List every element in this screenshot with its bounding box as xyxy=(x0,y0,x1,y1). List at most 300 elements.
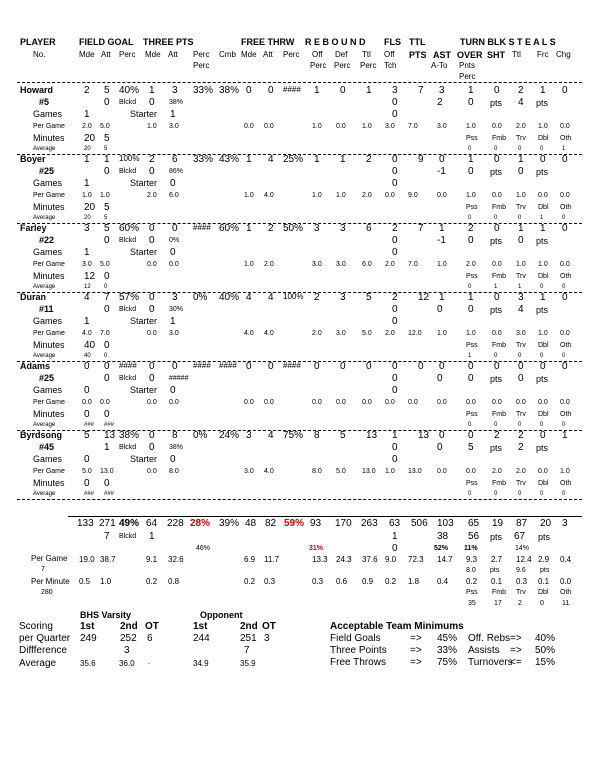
stat-cell: 0 xyxy=(540,361,546,372)
per-game-cell: 0.0 xyxy=(466,468,476,475)
stat-cell: 6 xyxy=(366,223,372,234)
stat-cell: #### xyxy=(193,361,211,370)
stat-cell: 0 xyxy=(392,385,398,396)
per-game-cell: 3.0 xyxy=(82,261,92,268)
per-minute-cell: 0.2 xyxy=(466,577,478,586)
stat-cell: 0 xyxy=(437,373,443,384)
stat-cell: 0 xyxy=(104,97,110,108)
total-cell: 0 xyxy=(392,543,398,554)
opp-2nd: 251 xyxy=(240,633,257,644)
to-type-label: Pss xyxy=(466,589,478,596)
per-minute-label: Per Minute xyxy=(31,577,70,586)
total-cell: 170 xyxy=(335,518,352,529)
per-game-cell: 6.0 xyxy=(169,192,179,199)
games-value: 1 xyxy=(84,178,90,189)
extra-cell: 0 xyxy=(494,215,498,221)
header-a-to: A-To xyxy=(431,61,448,70)
stat-cell: 0 xyxy=(314,361,320,372)
minutes-value: 12 xyxy=(84,271,96,282)
minimum-cell: Free Throws xyxy=(330,657,386,668)
per-game-cell: 1.0 xyxy=(437,330,447,337)
header-pts: PTS xyxy=(409,50,427,60)
stat-cell: 2 xyxy=(366,154,372,165)
minimum-cell: Off. Rebs xyxy=(468,633,511,644)
total-cell: 1 xyxy=(392,531,398,542)
player-number: #45 xyxy=(39,442,55,452)
stat-cell: 0 xyxy=(468,304,474,315)
extra-cell: 0 xyxy=(540,284,544,290)
total-per-game-cell: 0.4 xyxy=(560,555,572,564)
total-cell: 64 xyxy=(146,518,158,529)
player-name: Duran xyxy=(20,292,47,302)
stat-cell: -1 xyxy=(437,235,446,246)
per-game-label: Per Game xyxy=(33,468,65,475)
pts-label: pts xyxy=(490,98,503,108)
per-game-cell: 4.0 xyxy=(244,330,254,337)
per-game-cell: 3.0 xyxy=(244,468,254,475)
per-minute-cell: 0.2 xyxy=(146,577,158,586)
per-game-cell: 7.0 xyxy=(408,123,418,130)
header-off-perc: Perc xyxy=(310,61,327,70)
per-game-cell: 7.0 xyxy=(408,261,418,268)
average-value: 5 xyxy=(104,215,108,221)
average-value: 40 xyxy=(84,353,91,359)
header-separator xyxy=(17,82,582,83)
total-cell: 56 xyxy=(468,531,480,542)
stat-cell: 4 xyxy=(84,292,90,303)
per-game-cell: 9.0 xyxy=(408,192,418,199)
stat-cell: 0 xyxy=(149,430,155,441)
stat-cell: -1 xyxy=(437,166,446,177)
total-per-game-cell: pts xyxy=(490,567,500,574)
starter-value: 0 xyxy=(170,247,176,258)
total-cell: 19 xyxy=(492,518,504,529)
stat-cell: 8 xyxy=(172,430,178,441)
to-type-label: Dbl xyxy=(538,411,549,418)
col-2nd: 2nd xyxy=(120,621,138,632)
per-game-cell: 0.0 xyxy=(385,399,395,406)
header-turn-blk-steals: TURN BLK S T E A L S xyxy=(460,37,556,47)
per-minute-cell: 0.3 xyxy=(516,577,528,586)
pts-label: pts xyxy=(490,236,503,246)
per-minute-cell: 0.2 xyxy=(244,577,256,586)
per-game-cell: 2.0 xyxy=(312,330,322,337)
stat-cell: 4 xyxy=(268,154,274,165)
stat-cell: 38% xyxy=(219,85,240,96)
stat-cell: 0 xyxy=(268,85,274,96)
stat-cell: 0 xyxy=(562,361,568,372)
minutes-label: Minutes xyxy=(33,409,65,419)
total-per-game-cell: 19.0 xyxy=(79,555,95,564)
per-game-cell: 0.0 xyxy=(244,399,254,406)
extra-cell: 0 xyxy=(562,284,566,290)
average-value: 0 xyxy=(104,353,108,359)
stat-cell: 0 xyxy=(392,178,398,189)
stat-cell: 0 xyxy=(494,85,500,96)
per-game-label: Per Game xyxy=(33,192,65,199)
header-ttl3: Ttl xyxy=(512,50,521,59)
totals-separator xyxy=(68,516,582,517)
stat-cell: 1 xyxy=(314,85,320,96)
blckd-label: Blckd xyxy=(119,99,137,106)
stat-cell: 1 xyxy=(439,223,445,234)
stat-cell: 0 xyxy=(518,373,524,384)
pts-label: pts xyxy=(536,236,549,246)
total-cell: 93 xyxy=(310,518,322,529)
total-cell: Blckd xyxy=(119,533,137,540)
to-type-label: Oth xyxy=(560,342,572,349)
stat-cell: 0 xyxy=(468,361,474,372)
per-game-cell: 0.0 xyxy=(82,399,92,406)
stat-cell: 13 xyxy=(366,430,378,441)
minutes-value: 0 xyxy=(104,409,110,420)
total-cell: 49% xyxy=(119,518,140,529)
header-three-pts: THREE PTS xyxy=(143,37,194,47)
header-def: Def xyxy=(335,50,348,59)
pts-label: pts xyxy=(490,305,503,315)
pts-label: pts xyxy=(536,167,549,177)
total-cell: 103 xyxy=(437,518,454,529)
per-game-cell: 4.0 xyxy=(264,330,274,337)
total-cell: 1 xyxy=(149,531,155,542)
opp-ot: 3 xyxy=(264,633,270,644)
stat-cell: 0 xyxy=(392,97,398,108)
minimum-cell: 75% xyxy=(437,657,458,668)
bhs-2nd: 252 xyxy=(120,633,137,644)
per-game-cell: 1.0 xyxy=(538,261,548,268)
stat-cell: 100% xyxy=(283,292,304,301)
stat-cell: 2 xyxy=(518,442,524,453)
extra-cell: 0 xyxy=(562,215,566,221)
total-cell: 31% xyxy=(309,545,324,552)
per-game-cell: 0.0 xyxy=(492,399,502,406)
header-sub-att: Att xyxy=(168,50,178,59)
minimum-cell: => xyxy=(510,645,522,656)
stat-cell: 3 xyxy=(246,430,252,441)
stat-cell: 40% xyxy=(119,85,140,96)
total-per-game-cell: 9.6 xyxy=(516,567,526,574)
total-per-game-cell: pts xyxy=(540,567,550,574)
extra-cell: 0 xyxy=(540,491,544,497)
header-sub-perc: Perc xyxy=(119,50,136,59)
scoring-label: Scoring xyxy=(19,621,53,632)
per-minute-cell: 1.0 xyxy=(100,577,112,586)
to-type-label: Dbl xyxy=(538,273,549,280)
stat-cell: 1 xyxy=(562,430,568,441)
minimum-cell: 50% xyxy=(535,645,556,656)
stat-cell: 2 xyxy=(392,292,398,303)
diff-opp: 7 xyxy=(244,645,250,656)
average-label: Average xyxy=(33,146,56,152)
extra-cell: 0 xyxy=(494,146,498,152)
header-cmb: Cmb xyxy=(219,50,236,59)
stat-cell: #### xyxy=(193,223,211,232)
per-game-cell: 0.0 xyxy=(244,123,254,130)
extra-cell: 0 xyxy=(562,491,566,497)
to-type-label: Trv xyxy=(516,480,526,487)
per-game-cell: 1.0 xyxy=(362,123,372,130)
total-per-game-cell: 14.7 xyxy=(437,555,453,564)
header-off: Off xyxy=(312,50,323,59)
per-game-cell: 12.0 xyxy=(408,330,422,337)
average-value: 20 xyxy=(84,215,91,221)
average-label: Average xyxy=(33,215,56,221)
stat-cell: 2 xyxy=(314,292,320,303)
stat-cell: 2 xyxy=(392,223,398,234)
to-type-label: Oth xyxy=(560,135,572,142)
stat-cell: 0 xyxy=(392,316,398,327)
header-sht: SHT xyxy=(487,50,505,60)
per-game-cell: 1.0 xyxy=(336,192,346,199)
total-per-game-cell: 24.3 xyxy=(336,555,352,564)
total-per-game-cell: 9.3 xyxy=(466,555,478,564)
to-type-label: Oth xyxy=(560,480,572,487)
average-value: ### xyxy=(84,422,95,428)
stat-cell: 0 xyxy=(562,85,568,96)
header-ast: AST xyxy=(433,50,451,60)
stat-cell: 0 xyxy=(562,292,568,303)
stat-cell: 0 xyxy=(149,166,155,177)
per-minute-cell: 1.8 xyxy=(408,577,420,586)
stat-cell: 0 xyxy=(562,154,568,165)
total-per-game-cell: 72.3 xyxy=(408,555,424,564)
stat-cell: 2 xyxy=(84,85,90,96)
total-cell: 271 xyxy=(99,518,116,529)
starter-value: 0 xyxy=(170,385,176,396)
per-game-cell: 0.0 xyxy=(264,399,274,406)
starter-value: 0 xyxy=(170,178,176,189)
per-game-cell: 0.0 xyxy=(492,261,502,268)
per-game-cell: 0.0 xyxy=(538,399,548,406)
per-game-cell: 0.0 xyxy=(169,261,179,268)
per-game-cell: 2.0 xyxy=(492,468,502,475)
minimum-cell: Assists xyxy=(468,645,500,656)
extra-cell: 1 xyxy=(518,284,522,290)
to-type-label: Oth xyxy=(560,204,572,211)
stat-cell: 2 xyxy=(149,154,155,165)
stat-cell: 0 xyxy=(518,361,524,372)
extra-cell: 1 xyxy=(468,353,472,359)
to-type-label: Fmb xyxy=(492,480,506,487)
header-field-goal: FIELD GOAL xyxy=(79,37,134,47)
minimum-cell: => xyxy=(410,633,422,644)
stat-cell: 1 xyxy=(439,292,445,303)
stat-cell: 1 xyxy=(540,292,546,303)
stat-cell: 5 xyxy=(104,223,110,234)
stat-cell: 0 xyxy=(494,292,500,303)
total-cell: 65 xyxy=(468,518,480,529)
avg-bhs-1st: 35.6 xyxy=(80,659,96,668)
starter-label: Starter xyxy=(130,178,158,188)
per-game-cell: 0.0 xyxy=(492,192,502,199)
extra-cell: 0 xyxy=(562,353,566,359)
to-type-label: Oth xyxy=(560,411,572,418)
per-game-cell: 3.0 xyxy=(437,123,447,130)
to-type-label: Dbl xyxy=(538,135,549,142)
total-cell: 46% xyxy=(196,545,211,552)
per-game-cell: 0.0 xyxy=(336,399,346,406)
to-type-label: Dbl xyxy=(538,204,549,211)
player-number: #25 xyxy=(39,373,55,383)
per-game-cell: 2.0 xyxy=(264,261,274,268)
minimum-cell: => xyxy=(510,633,522,644)
stat-cell: 5 xyxy=(468,442,474,453)
stat-cell: 0 xyxy=(392,361,398,372)
total-cell: pts xyxy=(538,532,551,542)
stat-cell: 7 xyxy=(104,292,110,303)
average-value: ### xyxy=(104,422,115,428)
per-game-label: Per Game xyxy=(33,330,65,337)
per-game-cell: 3.0 xyxy=(312,261,322,268)
per-minute-cell: 0.0 xyxy=(560,577,572,586)
stat-cell: 38% xyxy=(169,444,184,451)
to-type-label: Pss xyxy=(466,273,478,280)
stat-cell: 2 xyxy=(437,97,443,108)
stat-cell: 12 xyxy=(418,292,430,303)
header-ft-att: Att xyxy=(263,50,273,59)
player-number: #5 xyxy=(39,97,50,107)
stat-cell: 1 xyxy=(468,154,474,165)
total-cell: 82 xyxy=(265,518,277,529)
bhs-ot: 6 xyxy=(147,633,153,644)
minutes-value: 5 xyxy=(104,133,110,144)
stat-cell: 100% xyxy=(119,154,140,163)
total-cell: 263 xyxy=(361,518,378,529)
per-game-cell: 5.0 xyxy=(100,123,110,130)
extra-cell: 1 xyxy=(494,284,498,290)
stat-cell: 2 xyxy=(518,430,524,441)
minutes-value: 5 xyxy=(104,202,110,213)
stat-cell: 8 xyxy=(314,430,320,441)
games-label: Games xyxy=(33,385,63,395)
per-game-label: Per Game xyxy=(33,123,65,130)
header-no: No. xyxy=(33,50,46,59)
stat-cell: 0 xyxy=(392,373,398,384)
average-value: ### xyxy=(84,491,95,497)
stat-cell: 1 xyxy=(518,223,524,234)
per-quarter-label: per Quarter xyxy=(19,633,71,644)
average-label: Average xyxy=(33,284,56,290)
stat-cell: 60% xyxy=(219,223,240,234)
header-player: PLAYER xyxy=(20,37,56,47)
stat-cell: 0 xyxy=(439,154,445,165)
per-game-cell: 4.0 xyxy=(82,330,92,337)
per-game-cell: 4.0 xyxy=(264,468,274,475)
avg-opp-1st: 34.9 xyxy=(193,659,209,668)
to-type-label: Dbl xyxy=(538,589,549,596)
stat-cell: 1 xyxy=(468,292,474,303)
total-per-game-cell: 2.7 xyxy=(491,555,503,564)
minimum-cell: 40% xyxy=(535,633,556,644)
player-name: Farley xyxy=(20,223,47,233)
extra-cell: 0 xyxy=(494,353,498,359)
minimum-cell: Field Goals xyxy=(330,633,381,644)
stat-cell: 0 xyxy=(540,154,546,165)
stat-cell: 4 xyxy=(246,292,252,303)
total-per-game-cell: 9.1 xyxy=(146,555,158,564)
per-game-cell: 0.0 xyxy=(147,468,157,475)
starter-value: 0 xyxy=(170,454,176,465)
stat-cell: 0 xyxy=(268,361,274,372)
games-label: Games xyxy=(33,109,63,119)
per-game-cell: 8.0 xyxy=(169,468,179,475)
blckd-label: Blckd xyxy=(119,237,137,244)
stat-cell: 3 xyxy=(518,292,524,303)
total-cell: 39% xyxy=(219,518,240,529)
stat-cell: #### xyxy=(219,361,237,370)
games-value: 1 xyxy=(84,247,90,258)
minimum-cell: Turnovers xyxy=(468,657,513,668)
stat-cell: 3 xyxy=(439,85,445,96)
col-1st: 1st xyxy=(80,621,95,632)
blckd-label: Blckd xyxy=(119,444,137,451)
stat-cell: 6 xyxy=(172,154,178,165)
avg-opp-2nd: 35.9 xyxy=(240,659,256,668)
stat-cell: 7 xyxy=(418,85,424,96)
pts-label: pts xyxy=(536,374,549,384)
stat-cell: 3 xyxy=(172,85,178,96)
starter-label: Starter xyxy=(130,454,158,464)
average-value: 12 xyxy=(84,284,91,290)
per-game-cell: 0.0 xyxy=(336,123,346,130)
minutes-value: 0 xyxy=(104,340,110,351)
stat-cell: 0 xyxy=(149,223,155,234)
header-off-fls: Off xyxy=(384,50,395,59)
stat-cell: 0 xyxy=(104,166,110,177)
per-game-cell: 1.0 xyxy=(538,330,548,337)
per-game-cell: 0.0 xyxy=(147,261,157,268)
per-minute-cell: 0.3 xyxy=(312,577,324,586)
stat-cell: 0 xyxy=(172,223,178,234)
stat-cell: 1 xyxy=(392,430,398,441)
minutes-label: Minutes xyxy=(33,478,65,488)
stat-cell: 25% xyxy=(283,154,304,165)
per-game-cell: 2.0 xyxy=(385,261,395,268)
stat-cell: 0 xyxy=(104,304,110,315)
stat-cell: 0 xyxy=(468,430,474,441)
per-game-cell: 0.0 xyxy=(264,123,274,130)
pts-label: pts xyxy=(490,167,503,177)
minimum-cell: <= xyxy=(510,657,522,668)
blckd-label: Blckd xyxy=(119,306,137,313)
stat-cell: #### xyxy=(119,361,137,370)
stat-cell: 75% xyxy=(283,430,304,441)
per-game-cell: 1.0 xyxy=(147,123,157,130)
stat-cell: 3 xyxy=(340,292,346,303)
to-type-count: 11 xyxy=(562,600,570,607)
per-game-cell: 0.0 xyxy=(147,399,157,406)
header-sub-mde: Mde xyxy=(145,50,161,59)
per-minute-cell: 0.2 xyxy=(385,577,397,586)
stat-cell: 1 xyxy=(468,85,474,96)
to-type-label: Pss xyxy=(466,135,478,142)
stat-cell: 1 xyxy=(340,154,346,165)
stat-cell: 13 xyxy=(418,430,430,441)
total-cell: 14% xyxy=(515,545,530,552)
header-sub-att: Att xyxy=(101,50,111,59)
minutes-value: 0 xyxy=(104,271,110,282)
per-game-cell: 0.0 xyxy=(408,399,418,406)
stat-cell: 0 xyxy=(540,430,546,441)
to-type-label: Trv xyxy=(516,411,526,418)
player-number: #11 xyxy=(39,304,54,314)
extra-cell: 0 xyxy=(562,422,566,428)
minutes-value: 0 xyxy=(84,478,90,489)
to-type-label: Fmb xyxy=(492,204,506,211)
stat-cell: 4 xyxy=(268,430,274,441)
header-chg: Chg xyxy=(556,50,571,59)
stat-cell: 50% xyxy=(283,223,304,234)
